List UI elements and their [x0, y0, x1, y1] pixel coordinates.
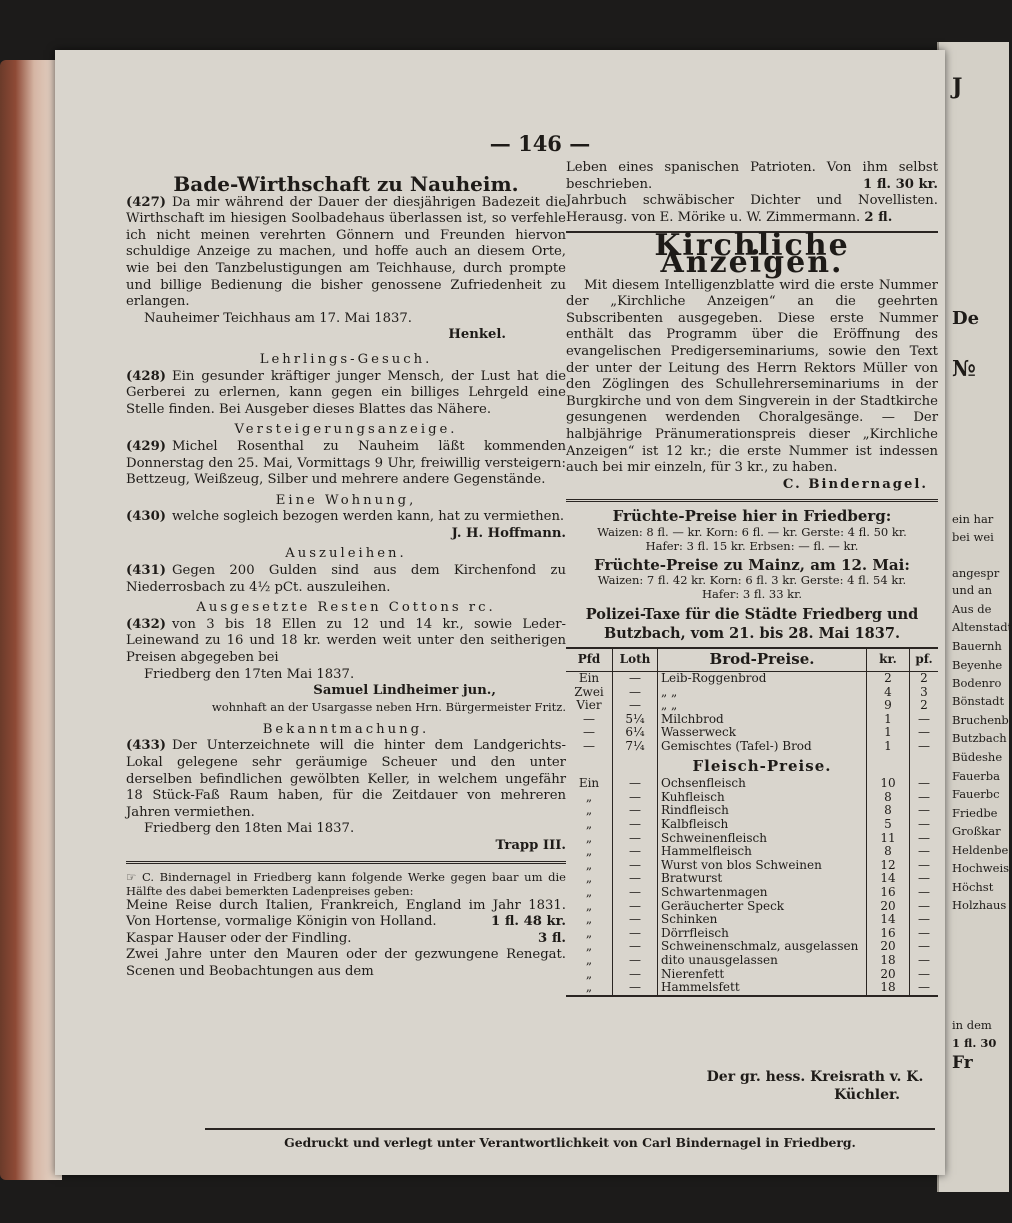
unit-cell: Ein: [566, 672, 613, 686]
unit-cell: „: [566, 845, 613, 859]
unit-cell: „: [566, 872, 613, 886]
book-title: Meine Reise durch Italien, Frankreich, England im Jahr 1831. Von Hortense, vormalige Königin von Holland.: [126, 897, 566, 930]
loth-cell: —: [613, 900, 658, 914]
fleisch-heading-body: [566, 754, 938, 778]
kr-cell: 16: [867, 886, 910, 900]
kr-cell: 20: [867, 968, 910, 982]
kr-cell: 11: [867, 832, 910, 846]
table-row: [566, 968, 938, 982]
table-row: [566, 777, 938, 791]
loth-cell: 6¼: [613, 726, 658, 740]
edge-text: Holzhaus: [952, 898, 1007, 912]
pf-cell: —: [910, 981, 939, 996]
book-1: [126, 898, 566, 931]
ad-432-heading: Ausgesetzte Resten Cottons rc.: [196, 600, 496, 616]
kr-cell: 18: [867, 954, 910, 968]
kr-cell: 18: [867, 981, 910, 996]
unit-cell: „: [566, 968, 613, 982]
unit-cell: „: [566, 940, 613, 954]
loth-cell: —: [613, 927, 658, 941]
book-2: [126, 931, 566, 948]
loth-cell: —: [613, 804, 658, 818]
mainz-prices-heading: Früchte-Preise zu Mainz, am 12. Mai:: [594, 555, 910, 574]
item-cell: „ „: [661, 684, 678, 699]
edge-text: angespr: [952, 566, 1000, 580]
friedberg-prices-heading: Früchte-Preise hier in Friedberg:: [612, 507, 892, 526]
ad-text: Da mir während der Dauer der diesjährigen Badezeit die Wirthschaft im hiesigen Soolbadehaus überlassen ist, so verfehle ich nicht meinen verehrten Gönnern und Freunden hiervon schuldige Anzeige zu machen, und hoffe auch an diesem Orte, wie bei den Tanzbelustigungen am Teichhause, durch prompte und billige Bedienung die bisher genossene Zufriedenheit zu erlangen.: [126, 194, 566, 310]
ad-428-heading: Lehrlings-Gesuch.: [259, 351, 433, 367]
book-title: Leben eines spanischen Patrioten. Von ihm selbst beschrieben.: [566, 160, 938, 192]
mainz-prices-line-2: Hafer: 3 fl. 33 kr.: [701, 587, 803, 602]
table-row: [566, 927, 938, 941]
kr-cell: 1: [867, 740, 910, 754]
unit-cell: „: [566, 791, 613, 805]
kr-cell: 20: [867, 940, 910, 954]
edge-text: Fauerbc: [952, 787, 1000, 801]
ad-number: (432): [126, 616, 167, 632]
ad-433-heading: Bekanntmachung.: [262, 721, 430, 737]
kr-cell: 5: [867, 818, 910, 832]
item-cell: Wurst von blos Schweinen: [661, 857, 822, 872]
book-title: Jahrbuch schwäbischer Dichter und Novellisten. Herausg. von E. Mörike u. W. Zimmermann.: [566, 193, 938, 225]
pf-cell: —: [918, 739, 930, 754]
friedberg-prices-line-1: Waizen: 8 fl. — kr. Korn: 6 fl. — kr. Gerste: 4 fl. 50 kr.: [597, 524, 907, 539]
pf-cell: —: [918, 776, 930, 791]
loth-cell: —: [613, 981, 658, 996]
edge-text: Bauernh: [952, 639, 1002, 653]
unit-cell: „: [566, 927, 613, 941]
spacer-cell: [613, 754, 658, 778]
kr-cell: 8: [867, 804, 910, 818]
pf-cell: —: [918, 711, 930, 726]
spacer-cell: [867, 754, 910, 778]
ad-427-place: Nauheimer Teichhaus am 17. Mai 1837.: [144, 310, 412, 326]
ad-text: welche sogleich bezogen werden kann, hat zu vermiethen.: [172, 509, 565, 525]
table-row: [566, 804, 938, 818]
unit-cell: Vier: [566, 699, 613, 713]
edge-text: Beyenhe: [952, 658, 1003, 672]
item-cell: Ochsenfleisch: [661, 776, 746, 791]
unit-cell: Ein: [566, 777, 613, 791]
ad-number: (433): [126, 738, 167, 754]
pf-cell: —: [918, 966, 930, 981]
table-row: [566, 913, 938, 927]
ad-number: (427): [126, 194, 167, 210]
table-row: [566, 940, 938, 954]
kr-cell: 8: [867, 791, 910, 805]
loth-cell: —: [613, 886, 658, 900]
table-row: [566, 872, 938, 886]
col-brod-preise: Brod-Preise.: [658, 648, 867, 671]
unit-cell: „: [566, 804, 613, 818]
edge-text: bei wei: [952, 530, 994, 544]
printer-footer: Gedruckt und verlegt unter Verantwortlichkeit von Carl Bindernagel in Friedberg.: [205, 1128, 935, 1150]
ad-number: (429): [126, 438, 167, 454]
ad-433-signature: Trapp III.: [495, 837, 566, 853]
edge-text: J: [952, 74, 963, 100]
kirchliche-anzeigen-heading: Kirchliche Anzeigen.: [654, 228, 850, 280]
section-divider: [126, 861, 566, 864]
book-title: Kaspar Hauser oder der Findling.: [126, 930, 352, 946]
unit-cell: „: [566, 954, 613, 968]
book-price: 2 fl.: [864, 209, 893, 225]
loth-cell: —: [613, 686, 658, 700]
edge-text: Butzbach: [952, 731, 1007, 745]
section-divider: [566, 499, 938, 502]
pf-cell: —: [918, 857, 930, 872]
pf-cell: 3: [920, 684, 928, 699]
page-number: — 146 —: [489, 131, 591, 156]
book-price: 3 fl.: [538, 930, 566, 946]
col-kr: kr.: [867, 648, 910, 671]
ad-431-heading: Auszuleihen.: [285, 546, 407, 562]
loth-cell: —: [613, 940, 658, 954]
ad-430-heading: Eine Wohnung,: [275, 492, 417, 508]
loth-cell: —: [613, 777, 658, 791]
edge-text: in dem: [952, 1018, 992, 1032]
item-cell: Leib-Roggenbrod: [661, 671, 767, 686]
ad-431: [126, 563, 566, 596]
table-row: [566, 981, 938, 996]
item-cell: Hammelsfett: [658, 981, 867, 996]
col-loth: Loth: [613, 648, 658, 671]
loth-cell: —: [613, 832, 658, 846]
ad-433-place: Friedberg den 18ten Mai 1837.: [144, 821, 355, 837]
book-3: Zwei Jahre unter den Mauren oder der gezwungene Renegat. Scenen und Beobachtungen aus dem: [126, 947, 566, 979]
table-row: [566, 900, 938, 914]
item-cell: Schweinenfleisch: [661, 830, 767, 845]
edge-text: Bruchenb: [952, 713, 1009, 727]
pf-cell: 2: [920, 698, 928, 713]
edge-text: Fauerba: [952, 769, 1000, 783]
right-column: [566, 160, 938, 997]
pf-cell: —: [918, 803, 930, 818]
item-cell: Schwartenmagen: [661, 884, 768, 899]
loth-cell: 7¼: [613, 740, 658, 754]
table-row: [566, 699, 938, 713]
pf-cell: —: [918, 939, 930, 954]
loth-cell: —: [613, 672, 658, 686]
loth-cell: —: [613, 954, 658, 968]
item-cell: Milchbrod: [661, 711, 724, 726]
spacer-cell: [566, 754, 613, 778]
edge-text: Fr: [952, 1053, 973, 1073]
edge-text: Höchst: [952, 880, 994, 894]
edge-text: De: [952, 308, 980, 329]
ad-text: Der Unterzeichnete will die hinter dem Landgerichts-Lokal gelegene sehr geräumige Scheuer und den unter derselben befindlichen gewölbten Keller, in welchem ungefähr 18 Stück-Faß Raum haben, für die Zeitdauer von mehreren Jahren vermiethen.: [126, 738, 566, 820]
edge-text: Hochweis: [952, 861, 1010, 875]
ad-432-place: Friedberg den 17ten Mai 1837.: [144, 666, 355, 682]
book-page-edges: [0, 60, 62, 1180]
pf-cell: —: [918, 884, 930, 899]
loth-cell: —: [613, 872, 658, 886]
pf-cell: —: [918, 925, 930, 940]
pf-cell: —: [918, 844, 930, 859]
ad-427: [126, 195, 566, 311]
pf-cell: —: [918, 817, 930, 831]
table-row: [566, 886, 938, 900]
item-cell: Dörrfleisch: [661, 925, 729, 940]
edge-text: Altenstadt: [952, 620, 1012, 634]
pf-cell: —: [918, 912, 930, 927]
ad-427-signature: Henkel.: [448, 327, 506, 343]
ad-429: [126, 439, 566, 489]
edge-text: Großkar: [952, 824, 1001, 838]
price-table: [566, 647, 938, 996]
table-row: [566, 740, 938, 754]
loth-cell: —: [613, 913, 658, 927]
unit-cell: —: [566, 726, 613, 740]
loth-cell: —: [613, 818, 658, 832]
kr-cell: 14: [867, 872, 910, 886]
unit-cell: „: [566, 818, 613, 832]
item-cell: Hammelfleisch: [661, 844, 752, 859]
table-row: [566, 672, 938, 686]
table-row: [566, 713, 938, 727]
loth-cell: 5¼: [613, 713, 658, 727]
book-price: 1 fl. 48 kr.: [491, 914, 566, 930]
ad-text: Michel Rosenthal zu Nauheim läßt kommenden Donnerstag den 25. Mai, Vormittags 9 Uhr, freiwillig versteigern: Bettzeug, Weißzeug, Silber und mehrere andere Gegenstände.: [126, 438, 566, 488]
book-4: [566, 193, 938, 226]
fleisch-heading-row: [566, 754, 938, 778]
ad-432-signature: Samuel Lindheimer jun.,: [313, 683, 496, 699]
kr-cell: 9: [867, 699, 910, 713]
edge-text: Friedbe: [952, 806, 998, 820]
ad-433: [126, 738, 566, 821]
left-column: [126, 172, 566, 981]
loth-cell: —: [613, 845, 658, 859]
item-cell: Gemischtes (Tafel-) Brod: [661, 739, 812, 754]
pf-cell: —: [918, 952, 930, 967]
unit-cell: „: [566, 886, 613, 900]
loth-cell: —: [613, 968, 658, 982]
edge-text: №: [952, 356, 976, 382]
unit-cell: „: [566, 859, 613, 873]
table-row: [566, 791, 938, 805]
edge-text: Heldenbe: [952, 843, 1009, 857]
mainz-prices-line-1: Waizen: 7 fl. 42 kr. Korn: 6 fl. 3 kr. Gerste: 4 fl. 54 kr.: [597, 573, 907, 588]
table-row: [566, 726, 938, 740]
item-cell: Wasserweck: [661, 725, 736, 740]
kreisrath-name: Küchler.: [834, 1087, 900, 1103]
pf-cell: —: [918, 898, 930, 913]
item-cell: Nierenfett: [661, 966, 725, 981]
ad-number: (430): [126, 509, 167, 525]
kr-cell: 20: [867, 900, 910, 914]
edge-text: 1 fl. 30: [952, 1036, 997, 1050]
kr-cell: 1: [867, 713, 910, 727]
ad-text: Gegen 200 Gulden sind aus dem Kirchenfond zu Niederrosbach zu 4½ pCt. auszuleihen.: [126, 563, 566, 595]
brod-rows: [566, 672, 938, 754]
item-cell: Schinken: [661, 912, 718, 927]
item-cell: Geräucherter Speck: [661, 898, 785, 913]
edge-text: Bönstadt: [952, 694, 1005, 708]
kr-cell: 1: [867, 726, 910, 740]
item-cell: Schweinenschmalz, ausgelassen: [661, 939, 859, 954]
kr-cell: 8: [867, 845, 910, 859]
loth-cell: —: [613, 791, 658, 805]
bade-wirthschaft-heading: Bade-Wirthschaft zu Nauheim.: [173, 172, 519, 196]
kr-cell: 2: [867, 672, 910, 686]
item-cell: Rindfleisch: [661, 803, 729, 818]
spacer-cell: [910, 754, 939, 778]
item-cell: Bratwurst: [661, 871, 723, 886]
ad-number: (431): [126, 563, 167, 579]
edge-text: Aus de: [952, 602, 992, 616]
edge-text: Büdeshe: [952, 750, 1003, 764]
unit-cell: —: [566, 740, 613, 754]
friedberg-prices-line-2: Hafer: 3 fl. 15 kr. Erbsen: — fl. — kr.: [645, 538, 859, 553]
ad-430: [126, 509, 566, 526]
item-cell: dito unausgelassen: [661, 952, 778, 967]
unit-cell: „: [566, 900, 613, 914]
ad-428: [126, 369, 566, 419]
kr-cell: 14: [867, 913, 910, 927]
loth-cell: —: [613, 859, 658, 873]
unit-cell: „: [566, 832, 613, 846]
table-row: [566, 845, 938, 859]
pf-cell: —: [918, 725, 930, 740]
item-cell: „ „: [661, 698, 678, 713]
ad-429-heading: Versteigerungsanzeige.: [234, 422, 458, 438]
ad-432-address: wohnhaft an der Usargasse neben Hrn. Bürgermeister Fritz.: [211, 699, 566, 714]
polizei-taxe-heading: Polizei-Taxe für die Städte Friedberg und Butzbach, vom 21. bis 28. Mai 1837.: [585, 606, 919, 643]
edge-text: ein har: [952, 512, 994, 526]
unit-cell: —: [566, 713, 613, 727]
ad-number: (428): [126, 368, 167, 384]
item-cell: Kuhfleisch: [661, 789, 725, 804]
fleisch-rows: [566, 777, 938, 996]
col-pfd: Pfd: [566, 648, 613, 671]
ad-text: Ein gesunder kräftiger junger Mensch, der Lust hat die Gerberei zu erlernen, kann gegen ein billiges Lehrgeld eine Stelle finden. Bei Ausgeber dieses Blattes das Nähere.: [126, 368, 566, 417]
table-row: [566, 832, 938, 846]
kreisrath-title: Der gr. hess. Kreisrath v. K.: [706, 1069, 924, 1085]
unit-cell: Zwei: [566, 686, 613, 700]
col-pf: pf.: [910, 648, 939, 671]
books-intro: ☞ C. Bindernagel in Friedberg kann folgende Werke gegen baar um die Hälfte des dabei bemerkten Ladenpreises geben:: [126, 869, 566, 898]
table-header-row: [566, 648, 938, 671]
ad-430-signature: J. H. Hoffmann.: [451, 525, 566, 541]
edge-text: und an: [952, 583, 993, 597]
table-row: [566, 954, 938, 968]
ad-text: von 3 bis 18 Ellen zu 12 und 14 kr., sowie Leder-Leinewand zu 16 und 18 kr. werden weit unter den seitherigen Preisen abgegeben bei: [126, 616, 566, 666]
fleisch-preise-heading: Fleisch-Preise.: [692, 756, 832, 775]
kr-cell: 4: [867, 686, 910, 700]
edge-text: Bodenro: [952, 676, 1002, 690]
book-price: 1 fl. 30 kr.: [863, 176, 938, 192]
table-row: [566, 686, 938, 700]
unit-cell: „: [566, 913, 613, 927]
book-3-continued: [566, 160, 938, 193]
kirchliche-anzeigen-text: Mit diesem Intelligenzblatte wird die erste Nummer der „Kirchliche Anzeigen“ an die geehrten Subscribenten ausgegeben. Diese erste Nummer enthält das Programm über die Eröffnung des evangelischen Predigerseminariums, sowie den Text der unter der Leitung des Herrn Rektors Müller von den Zöglingen des Schullehrerseminariums in der Burgkirche und von dem Singverein in der Stadtkirche gesungenen werdenden Choralgesänge. — Der halbjährige Pränumerationspreis dieser „Kirchliche Anzeigen“ ist 12 kr.; die erste Nummer ist indessen auch bei mir einzeln, für 3 kr., zu haben.: [566, 277, 938, 476]
pf-cell: —: [918, 830, 930, 845]
ad-432: [126, 617, 566, 667]
unit-cell: „: [566, 981, 613, 996]
pf-cell: —: [918, 789, 930, 804]
item-cell: Kalbfleisch: [661, 817, 729, 831]
loth-cell: —: [613, 699, 658, 713]
pf-cell: 2: [920, 671, 928, 686]
table-row: [566, 859, 938, 873]
kr-cell: 16: [867, 927, 910, 941]
table-row: [566, 818, 938, 832]
pf-cell: —: [918, 871, 930, 886]
kreisrath-signature: [690, 1068, 940, 1104]
kirchliche-signature: C. Bindernagel.: [782, 476, 928, 492]
kr-cell: 10: [867, 777, 910, 791]
kr-cell: 12: [867, 859, 910, 873]
